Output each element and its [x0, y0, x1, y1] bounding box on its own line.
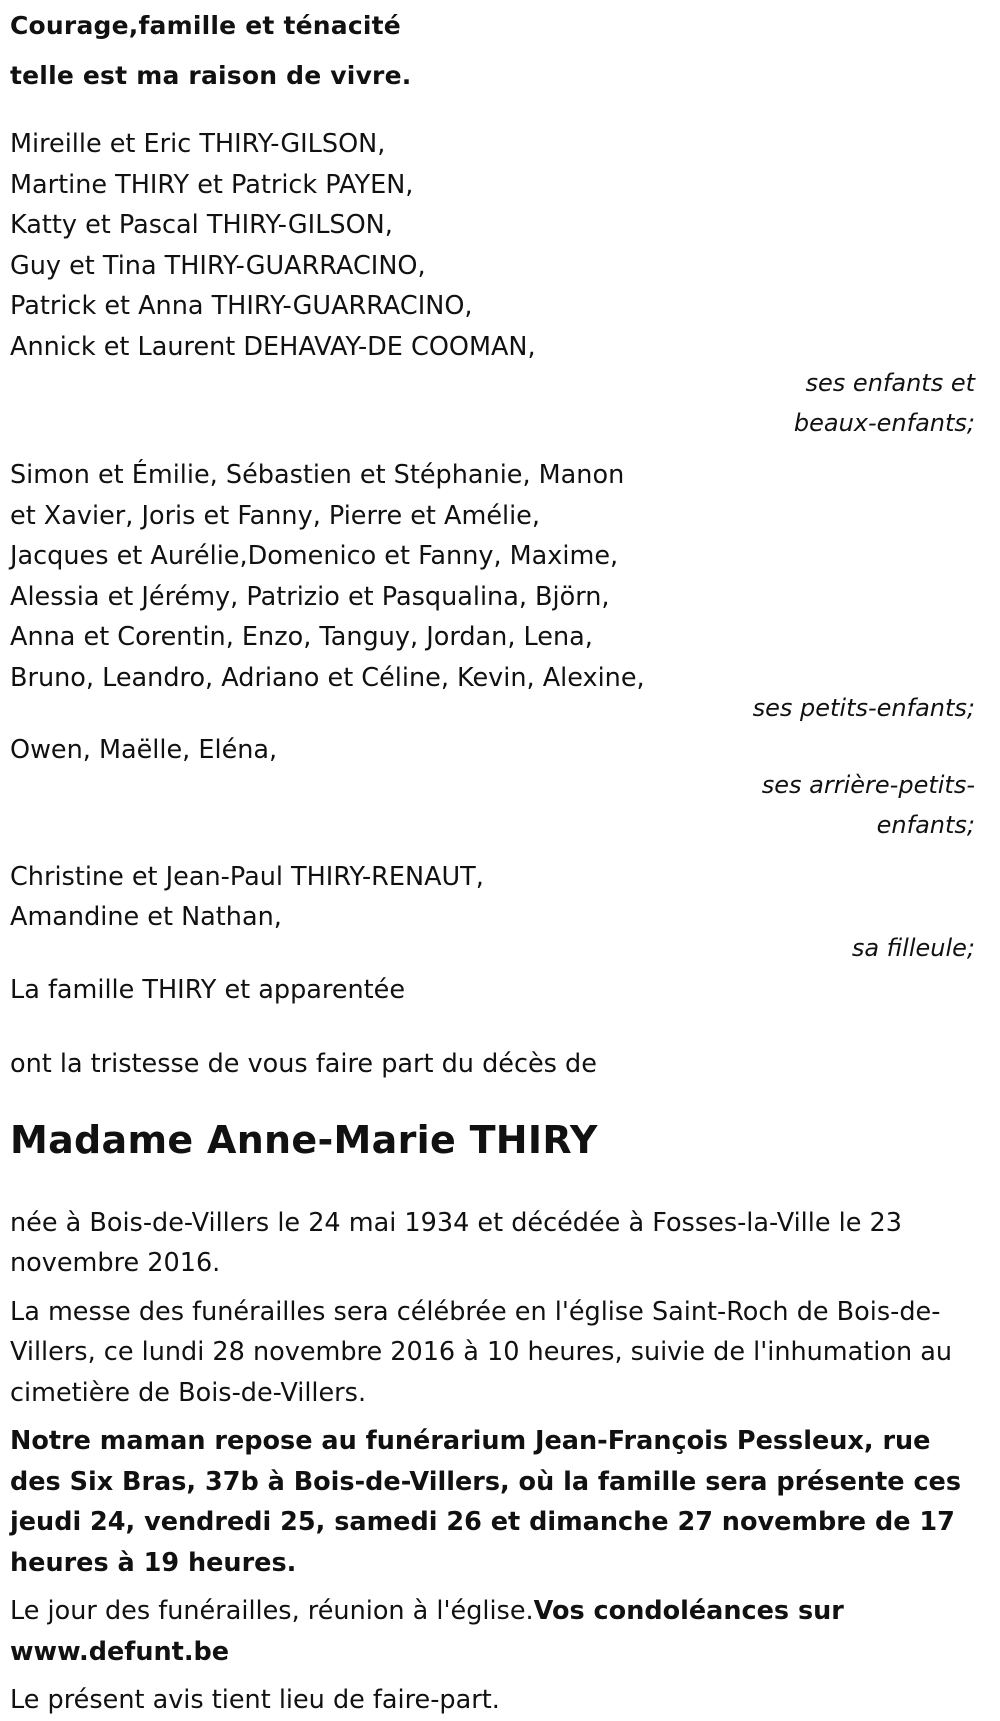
goddaughter-names: [10, 857, 985, 938]
grandchildren-name-line: et Xavier, Joris et Fanny, Pierre et Amélie,: [10, 500, 540, 531]
grandchildren-name-line: Simon et Émilie, Sébastien et Stéphanie, Manon: [10, 460, 625, 490]
obituary-notice: [10, 0, 985, 1721]
motto-line-2: telle est ma raison de vivre.: [10, 61, 412, 90]
children-role-line-1: ses enfants et: [805, 369, 975, 397]
deceased-name: Madame Anne-Marie THIRY: [10, 1117, 598, 1162]
birth-death-paragraph: née à Bois-de-Villers le 24 mai 1934 et décédée à Fosses-la-Ville le 23 novembre 2016.: [10, 1207, 902, 1278]
children-name-line: Katty et Pascal THIRY-GILSON,: [10, 210, 393, 240]
visitation-paragraph: Notre maman repose au funérarium Jean-François Pessleux, rue des Six Bras, 37b à Bois-de-Villers, où la famille sera présente ces jeudi 24, vendredi 25, samedi 26 et dimanche 27 novembre de 17 heures à 19 heures.: [10, 1426, 962, 1578]
goddaughter-role-line: sa filleule;: [851, 933, 975, 962]
motto-line-1: Courage,famille et ténacité: [10, 11, 401, 40]
goddaughter-name-line: Amandine et Nathan,: [10, 902, 282, 932]
great-grandchildren-name-line: Owen, Maëlle, Eléna,: [10, 735, 278, 765]
children-name-line: Annick et Laurent DEHAVAY-DE COOMAN,: [10, 331, 536, 362]
announcement-line: ont la tristesse de vous faire part du décès de: [10, 1049, 597, 1079]
grandchildren-role-line: ses petits-enfants;: [752, 694, 975, 722]
children-name-line: Martine THIRY et Patrick PAYEN,: [10, 169, 414, 200]
funeral-mass-paragraph: La messe des funérailles sera célébrée en l'église Saint-Roch de Bois-de-Villers, ce lundi 28 novembre 2016 à 10 heures, suivie de l'inhumation au cimetière de Bois-de-Villers.: [10, 1296, 953, 1408]
extended-family: [10, 970, 985, 1011]
children-name-line: Mireille et Eric THIRY-GILSON,: [10, 129, 386, 159]
children-role-line-2: beaux-enfants;: [793, 409, 975, 437]
grandchildren-name-line: Bruno, Leandro, Adriano et Céline, Kevin, Alexine,: [10, 662, 645, 693]
closing-paragraph: Le présent avis tient lieu de faire-part.: [10, 1685, 500, 1715]
extended-family-line: La famille THIRY et apparentée: [10, 974, 406, 1005]
motto: [10, 0, 985, 100]
announcement: [10, 1044, 985, 1085]
children-name-line: Guy et Tina THIRY-GUARRACINO,: [10, 250, 426, 281]
great-grandchildren-role-line-2: enfants;: [876, 810, 975, 839]
children-name-line: Patrick et Anna THIRY-GUARRACINO,: [10, 291, 473, 321]
meeting-paragraph: [10, 1591, 950, 1672]
grandchildren-name-line: Jacques et Aurélie,Domenico et Fanny, Maxime,: [10, 541, 619, 571]
children-role: [10, 363, 975, 443]
great-grandchildren-role-line-1: ses arrière-petits-: [761, 770, 975, 799]
grandchildren-names: [10, 455, 985, 698]
grandchildren-name-line: Alessia et Jérémy, Patrizio et Pasqualina, Björn,: [10, 581, 610, 612]
meeting-text: Le jour des funérailles, réunion à l'église.: [10, 1596, 534, 1626]
great-grandchildren-role: [10, 765, 975, 845]
grandchildren-name-line: Anna et Corentin, Enzo, Tanguy, Jordan, Lena,: [10, 622, 593, 652]
goddaughter-name-line: Christine et Jean-Paul THIRY-RENAUT,: [10, 861, 484, 892]
children-names: [10, 124, 985, 367]
condolences-link[interactable]: Vos condoléances sur www.defunt.be: [10, 1596, 844, 1667]
